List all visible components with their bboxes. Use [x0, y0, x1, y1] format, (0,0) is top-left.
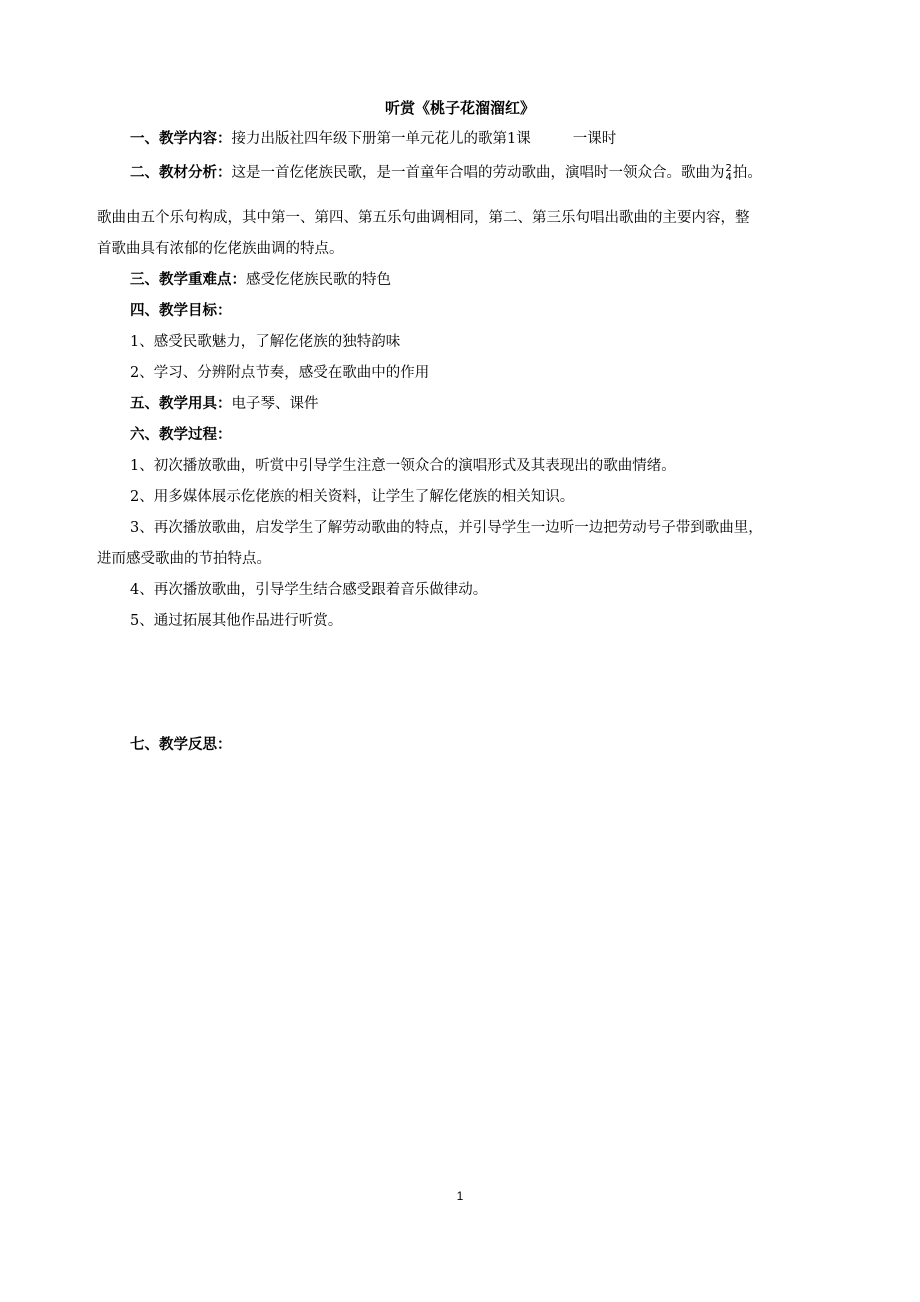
list-item: 5、通过拓展其他作品进行听赏。	[130, 613, 343, 629]
section-teaching-content	[130, 129, 616, 149]
list-item-continuation: 进而感受歌曲的节拍特点。	[97, 551, 271, 567]
document-title: 听赏《桃子花溜溜红》	[384, 99, 535, 117]
section-heading: 二、教材分析：	[130, 164, 232, 181]
class-hours: 一课时	[572, 131, 617, 147]
time-signature-fraction	[726, 164, 732, 182]
section-heading: 三、教学重难点：	[130, 271, 246, 288]
list-item: 4、再次播放歌曲，引导学生结合感受跟着音乐做律动。	[130, 582, 488, 598]
list-item: 1、感受民歌魅力，了解仡佬族的独特韵味	[130, 334, 401, 350]
section-body-tail: 拍。	[732, 165, 762, 181]
page-number: 1	[456, 1189, 464, 1203]
paragraph-line: 首歌曲具有浓郁的仡佬族曲调的特点。	[97, 241, 344, 257]
section-key-points	[130, 270, 391, 290]
section-heading: 六、教学过程：	[130, 426, 232, 443]
section-body: 这是一首仡佬族民歌，是一首童年合唱的劳动歌曲，演唱时一领众合。歌曲为	[231, 165, 725, 181]
section-body: 电子琴、课件	[231, 396, 319, 412]
section-heading: 五、教学用具：	[130, 395, 232, 412]
list-item: 1、初次播放歌曲，听赏中引导学生注意一领众合的演唱形式及其表现出的歌曲情绪。	[130, 458, 676, 474]
paragraph-line: 歌曲由五个乐句构成，其中第一、第四、第五乐句曲调相同，第二、第三乐句唱出歌曲的主要内容，整	[97, 210, 750, 226]
fraction-denominator: 4	[725, 172, 732, 183]
section-process-heading	[130, 425, 232, 445]
section-material-analysis	[130, 163, 762, 183]
section-heading: 一、教学内容：	[130, 130, 232, 147]
section-heading: 七、教学反思：	[130, 736, 232, 753]
section-body: 感受仡佬族民歌的特色	[246, 272, 391, 288]
section-body: 接力出版社四年级下册第一单元花儿的歌第1课	[231, 131, 531, 147]
fraction-numerator: 2	[725, 163, 732, 174]
section-heading: 四、教学目标：	[130, 302, 232, 319]
list-item: 2、学习、分辨附点节奏，感受在歌曲中的作用	[130, 365, 430, 381]
list-item: 3、再次播放歌曲，启发学生了解劳动歌曲的特点，并引导学生一边听一边把劳动号子带到歌曲里，	[130, 520, 763, 536]
section-reflection-heading	[130, 735, 232, 755]
section-teaching-tools	[130, 394, 319, 414]
list-item: 2、用多媒体展示仡佬族的相关资料，让学生了解仡佬族的相关知识。	[130, 489, 575, 505]
section-objectives-heading	[130, 301, 232, 321]
